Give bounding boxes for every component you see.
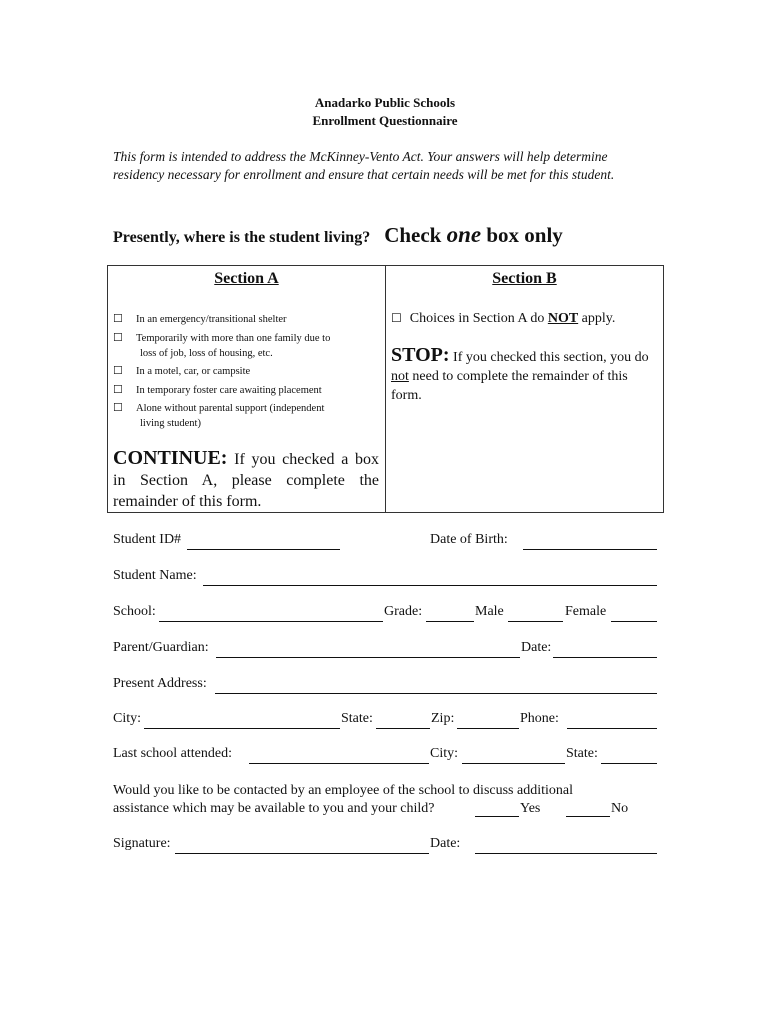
row-signature xyxy=(113,836,658,856)
address-label: Present Address: xyxy=(113,676,207,691)
none-apply-post: apply. xyxy=(581,311,616,326)
parent-date-label: Date: xyxy=(521,640,552,655)
row-city xyxy=(113,711,658,731)
female-field[interactable] xyxy=(611,621,657,622)
signature-date-label: Date: xyxy=(430,836,461,851)
last-state-field[interactable] xyxy=(601,763,657,764)
stop-post: need to complete the remainder of this form. xyxy=(391,369,628,403)
last-city-field[interactable] xyxy=(462,763,565,764)
male-field[interactable] xyxy=(508,621,563,622)
option-alone[interactable] xyxy=(113,401,379,431)
row-address xyxy=(113,676,658,696)
city-field[interactable] xyxy=(144,728,340,729)
row-last-school xyxy=(113,746,658,766)
female-label: Female xyxy=(565,604,607,619)
check-one-emphasis: one xyxy=(446,222,482,247)
school-label: School: xyxy=(113,604,156,619)
phone-field[interactable] xyxy=(567,728,657,729)
stop-pre: If you checked this section, you do xyxy=(453,350,649,365)
check-instruction xyxy=(384,223,563,247)
row-parent xyxy=(113,640,658,660)
checkbox-foster[interactable]: ☐ xyxy=(113,384,123,396)
section-divider xyxy=(385,266,386,512)
check-prefix: Check xyxy=(384,223,442,247)
contact-question-line2: assistance which may be available to you and your child? xyxy=(113,801,435,816)
parent-label: Parent/Guardian: xyxy=(113,640,209,655)
checkbox-alone[interactable]: ☐ xyxy=(113,402,123,414)
city-label: City: xyxy=(113,711,142,726)
signature-field[interactable] xyxy=(175,853,429,854)
continue-text: If you checked a box in Section A, please complete the remainder of this form. xyxy=(113,451,380,510)
dob-label: Date of Birth: xyxy=(430,532,508,547)
state-field[interactable] xyxy=(376,728,430,729)
contact-question-line2-row xyxy=(113,800,658,818)
section-b-title: Section B xyxy=(492,270,557,287)
section-a-heading: Section A xyxy=(214,270,279,287)
option-alone-label-cont: living student) xyxy=(140,418,201,429)
last-state-label: State: xyxy=(566,746,598,761)
contact-question-line1: Would you like to be contacted by an employee of the school to discuss additional xyxy=(113,783,573,798)
state-label: State: xyxy=(341,711,373,726)
zip-label: Zip: xyxy=(431,711,455,726)
option-family-label-cont: loss of job, loss of housing, etc. xyxy=(140,348,273,359)
checkbox-family[interactable]: ☐ xyxy=(113,332,123,344)
living-question xyxy=(113,222,563,248)
row-school xyxy=(113,604,658,624)
stop-label: STOP: xyxy=(391,344,450,366)
yes-label: Yes xyxy=(520,801,541,816)
parent-field[interactable] xyxy=(216,657,520,658)
contact-question xyxy=(113,782,658,818)
stop-not: not xyxy=(391,369,409,384)
form-title: Enrollment Questionnaire xyxy=(312,113,458,128)
student-name-field[interactable] xyxy=(203,585,657,586)
last-school-label: Last school attended: xyxy=(113,746,232,761)
grade-field[interactable] xyxy=(426,621,474,622)
stop-instruction xyxy=(391,346,657,405)
intro-paragraph: This form is intended to address the McKinney-Vento Act. Your answers will help determine residency necessary for enrollment and ensure that certain needs will be met for this student. xyxy=(113,149,615,182)
option-family[interactable] xyxy=(113,331,379,361)
sections-table xyxy=(107,265,664,513)
zip-field[interactable] xyxy=(457,728,519,729)
yes-field[interactable] xyxy=(475,816,519,817)
checkbox-shelter[interactable]: ☐ xyxy=(113,313,123,325)
continue-instruction xyxy=(113,448,379,512)
male-label: Male xyxy=(475,604,504,619)
last-city-label: City: xyxy=(430,746,459,761)
checkbox-none-apply[interactable]: ☐ xyxy=(391,311,402,325)
grade-label: Grade: xyxy=(384,604,423,619)
parent-date-field[interactable] xyxy=(553,657,657,658)
row-student-name xyxy=(113,568,658,588)
option-motel-label: In a motel, car, or campsite xyxy=(136,366,251,377)
option-foster-label: In temporary foster care awaiting placement xyxy=(136,385,322,396)
school-field[interactable] xyxy=(159,621,383,622)
no-label: No xyxy=(611,801,629,816)
option-alone-label: Alone without parental support (independent xyxy=(136,403,325,414)
signature-date-field[interactable] xyxy=(475,853,657,854)
school-name: Anadarko Public Schools xyxy=(314,95,456,110)
signature-label: Signature: xyxy=(113,836,171,851)
option-shelter-label: In an emergency/transitional shelter xyxy=(136,314,287,325)
checkbox-motel[interactable]: ☐ xyxy=(113,365,123,377)
student-id-field[interactable] xyxy=(187,549,340,550)
option-family-label: Temporarily with more than one family due to xyxy=(136,333,331,344)
living-question-text: Presently, where is the student living? xyxy=(113,229,371,246)
check-suffix: box only xyxy=(486,223,563,247)
student-id-label: Student ID# xyxy=(113,532,182,547)
none-apply-not: NOT xyxy=(547,311,579,326)
phone-label: Phone: xyxy=(520,711,559,726)
no-field[interactable] xyxy=(566,816,610,817)
option-none-apply[interactable] xyxy=(391,311,615,327)
dob-field[interactable] xyxy=(523,549,657,550)
student-name-label: Student Name: xyxy=(113,568,197,583)
last-school-field[interactable] xyxy=(249,763,429,764)
continue-label: CONTINUE: xyxy=(113,447,228,469)
none-apply-pre: Choices in Section A do xyxy=(409,311,545,326)
address-field[interactable] xyxy=(215,693,657,694)
row-id-dob xyxy=(113,532,658,552)
